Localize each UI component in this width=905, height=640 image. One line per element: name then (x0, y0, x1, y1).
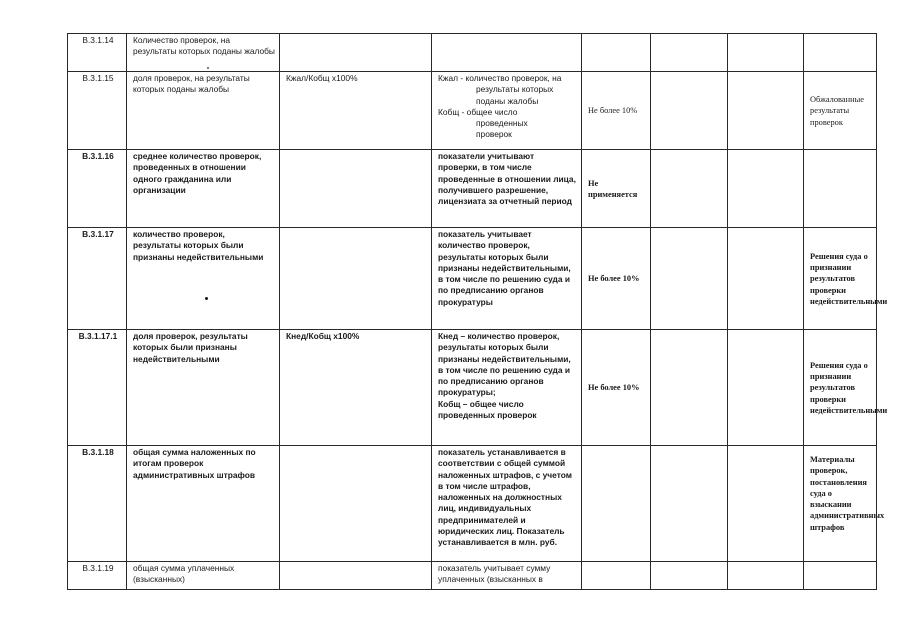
empty-cell (651, 446, 728, 562)
indicator-formula (280, 34, 432, 72)
indicator-code: B.3.1.19 (68, 562, 127, 590)
indicator-norm: Не более 10% (582, 72, 651, 150)
empty-cell (651, 330, 728, 446)
empty-cell (651, 562, 728, 590)
table-row (68, 228, 877, 330)
indicator-formula: Кжал/Кобщ х100% (280, 72, 432, 150)
table-row (68, 34, 877, 72)
empty-cell (651, 150, 728, 228)
indicator-name: количество проверок, результаты которых были признаны недействительными (127, 228, 280, 330)
empty-cell (651, 34, 728, 72)
empty-cell (651, 72, 728, 150)
description-line: Кнед – количество проверок, результаты которых были признаны недействительными, в том числе по решению суда и по предписанию органов прокуратуры; (438, 331, 571, 398)
indicator-description (432, 330, 582, 446)
indicator-name: общая сумма наложенных по итогам проверок административных штрафов (127, 446, 280, 562)
stray-dot-mark (207, 67, 209, 69)
description-line: Кобщ - общее число (438, 106, 518, 117)
indicator-name: Количество проверок, на результаты которых поданы жалобы (127, 34, 280, 72)
table-row (68, 562, 877, 590)
empty-cell (728, 228, 804, 330)
indicator-source: Материалы проверок, постановления суда о взыскании административных штрафов (804, 446, 877, 562)
indicator-source: Обжалованные результаты проверок (804, 72, 877, 150)
indicator-norm: Не применяется (582, 150, 651, 228)
indicator-source: Решения суда о признании результатов проверки недействительными (804, 228, 877, 330)
indicator-formula (280, 228, 432, 330)
indicator-source (804, 150, 877, 228)
indicator-formula (280, 446, 432, 562)
indicator-description (432, 72, 582, 150)
empty-cell (728, 562, 804, 590)
description-line: проверок (476, 129, 512, 140)
indicator-code: B.3.1.15 (68, 72, 127, 150)
empty-cell (651, 228, 728, 330)
indicator-description (432, 562, 582, 590)
description-line: Кжал - количество проверок, на (438, 73, 562, 83)
indicator-code: B.3.1.17.1 (68, 330, 127, 446)
description-line: показатель учитывает сумму уплаченных (взысканных в (438, 563, 551, 585)
empty-cell (728, 330, 804, 446)
empty-cell (728, 34, 804, 72)
indicator-source (804, 34, 877, 72)
indicator-description (432, 446, 582, 562)
description-line: Кобщ – общее число проведенных проверок (438, 398, 537, 421)
table-row (68, 72, 877, 150)
table-row (68, 150, 877, 228)
empty-cell (728, 72, 804, 150)
indicator-source (804, 562, 877, 590)
indicator-norm: Не более 10% (582, 228, 651, 330)
indicator-name: доля проверок, на результаты которых поданы жалобы (127, 72, 280, 150)
indicator-source: Решения суда о признании результатов проверки недействительными (804, 330, 877, 446)
indicator-formula (280, 150, 432, 228)
indicator-formula: Кнед/Кобщ х100% (280, 330, 432, 446)
description-line: результаты которых (476, 84, 554, 95)
description-line: показатели учитывают проверки, в том числе проведенные в отношении лица, получившего разрешение, лицензиата за отчетный период (438, 151, 576, 207)
description-line: поданы жалобы (476, 95, 539, 106)
table-row (68, 330, 877, 446)
indicators-table (67, 33, 888, 590)
indicator-code: B.3.1.18 (68, 446, 127, 562)
indicator-norm (582, 34, 651, 72)
indicator-norm (582, 562, 651, 590)
indicator-description (432, 34, 582, 72)
indicator-formula (280, 562, 432, 590)
description-line: проведенных (476, 118, 528, 129)
empty-cell (728, 446, 804, 562)
indicator-code: B.3.1.17 (68, 228, 127, 330)
table-row (68, 446, 877, 562)
indicator-name: среднее количество проверок, проведенных в отношении одного гражданина или организации (127, 150, 280, 228)
description-line: показатель учитывает количество проверок, результаты которых были признаны недействительными, в том числе по решению суда и по предписанию органов прокуратуры (438, 229, 571, 307)
indicator-name: доля проверок, результаты которых были признаны недействительными (127, 330, 280, 446)
indicator-code: B.3.1.16 (68, 150, 127, 228)
indicator-norm: Не более 10% (582, 330, 651, 446)
indicator-description (432, 228, 582, 330)
indicator-description (432, 150, 582, 228)
indicator-name: общая сумма уплаченных (взысканных) (127, 562, 280, 590)
indicator-norm (582, 446, 651, 562)
stray-dot-mark (205, 297, 208, 300)
indicator-code: B.3.1.14 (68, 34, 127, 72)
empty-cell (728, 150, 804, 228)
description-line: показатель устанавливается в соответствии с общей суммой наложенных штрафов, с учетом в том числе штрафов, наложенных на должностных лиц, индивидуальных предпринимателей и юридических лиц. Показатель устанавливается в млн. руб. (438, 447, 572, 548)
